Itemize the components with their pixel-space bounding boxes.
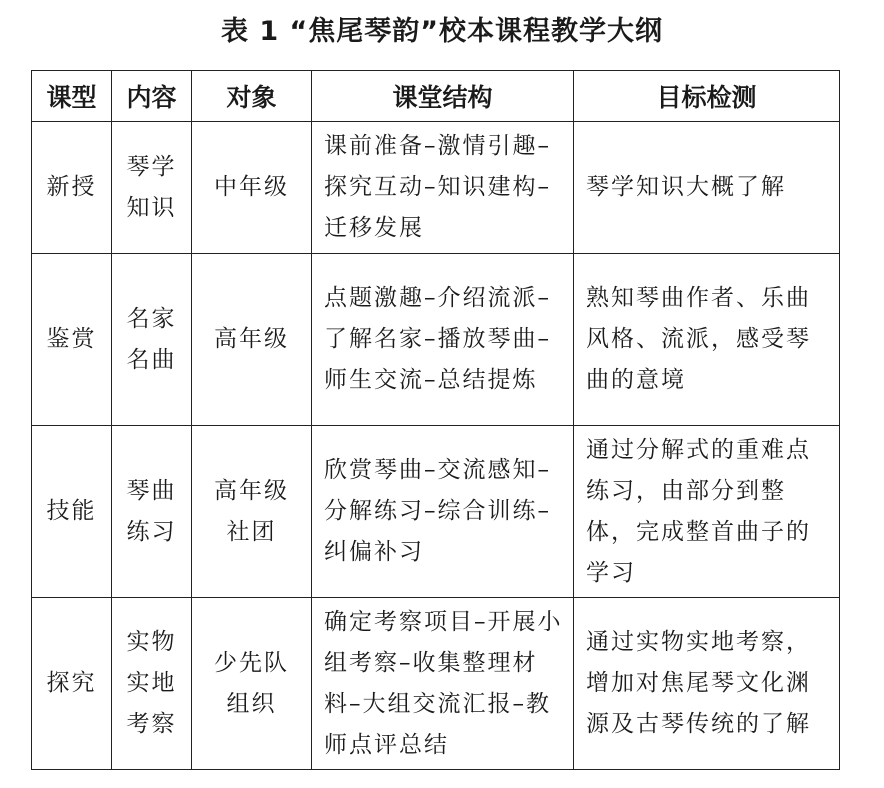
cell-structure: 课前准备–激情引趣–探究互动–知识建构–迁移发展	[312, 122, 574, 254]
cell-target: 少先队 组织	[192, 598, 312, 770]
cell-type: 新授	[32, 122, 112, 254]
table-title: 表 1 “焦尾琴韵”校本课程教学大纲	[220, 16, 664, 47]
header-goal: 目标检测	[574, 71, 840, 122]
syllabus-table	[31, 70, 840, 770]
cell-type: 鉴赏	[32, 254, 112, 426]
cell-target: 高年级 社团	[192, 426, 312, 598]
cell-target: 高年级	[192, 254, 312, 426]
header-structure: 课堂结构	[312, 71, 574, 122]
table-row	[32, 426, 840, 598]
cell-content: 名家 名曲	[112, 254, 192, 426]
cell-type: 技能	[32, 426, 112, 598]
cell-structure: 确定考察项目–开展小组考察–收集整理材料–大组交流汇报–教师点评总结	[312, 598, 574, 770]
cell-structure: 点题激趣–介绍流派–了解名家–播放琴曲–师生交流–总结提炼	[312, 254, 574, 426]
cell-content: 琴曲 练习	[112, 426, 192, 598]
cell-target: 中年级	[192, 122, 312, 254]
header-row	[32, 71, 840, 122]
header-type: 课型	[32, 71, 112, 122]
table-row	[32, 254, 840, 426]
cell-structure: 欣赏琴曲–交流感知–分解练习–综合训练–纠偏补习	[312, 426, 574, 598]
cell-goal: 通过实物实地考察，增加对焦尾琴文化渊源及古琴传统的了解	[574, 598, 840, 770]
cell-type: 探究	[32, 598, 112, 770]
cell-content: 琴学 知识	[112, 122, 192, 254]
header-content: 内容	[112, 71, 192, 122]
cell-goal: 通过分解式的重难点练习，由部分到整体，完成整首曲子的学习	[574, 426, 840, 598]
cell-goal: 琴学知识大概了解	[574, 122, 840, 254]
table-row	[32, 598, 840, 770]
cell-content: 实物 实地 考察	[112, 598, 192, 770]
cell-goal: 熟知琴曲作者、乐曲风格、流派，感受琴曲的意境	[574, 254, 840, 426]
header-target: 对象	[192, 71, 312, 122]
table-row	[32, 122, 840, 254]
